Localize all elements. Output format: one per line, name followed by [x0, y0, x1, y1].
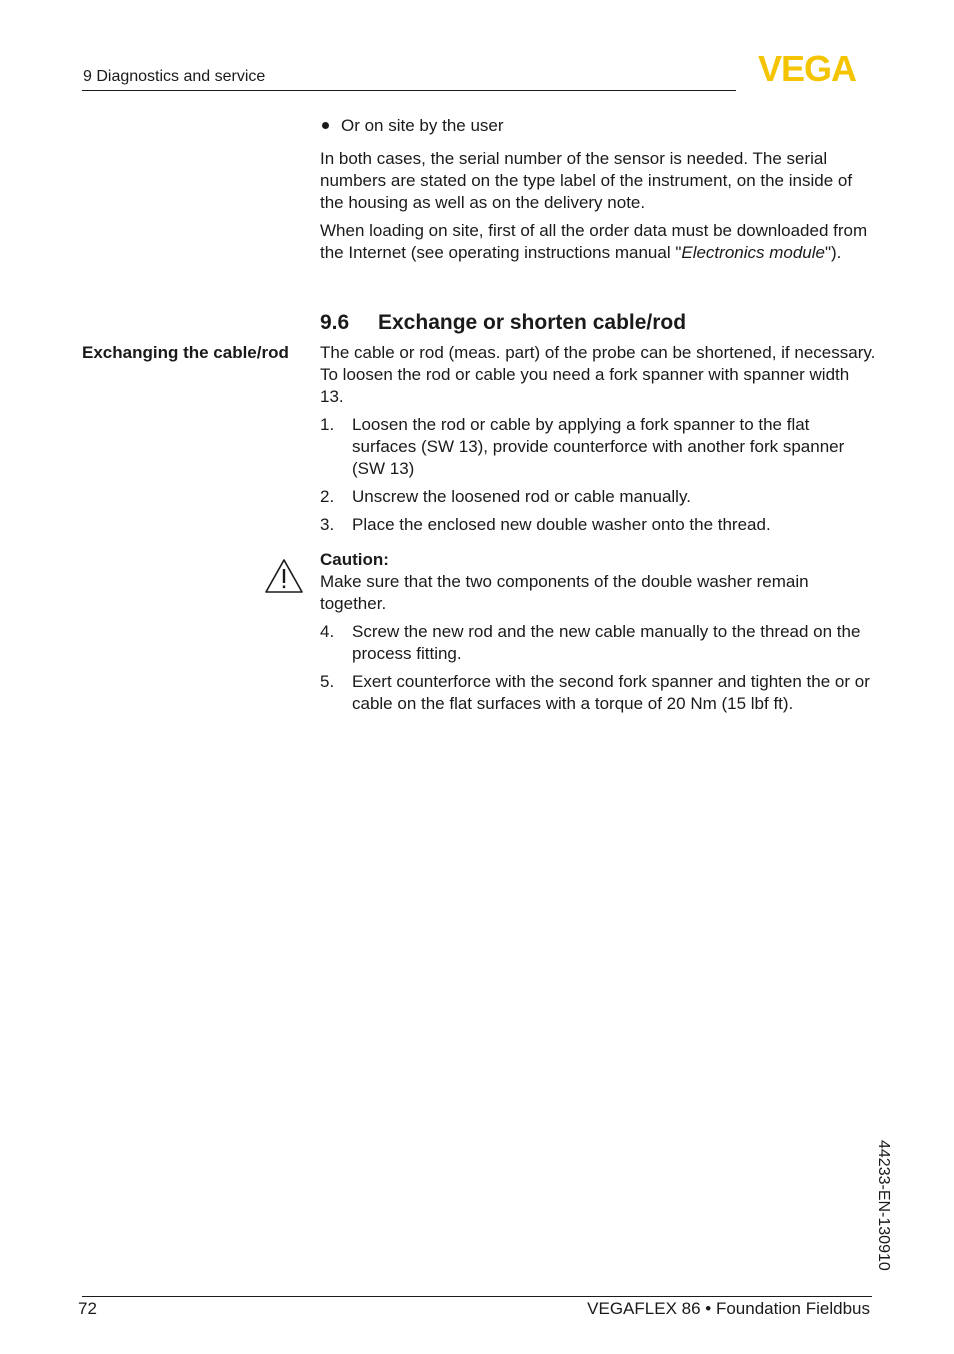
bullet-item [320, 115, 504, 137]
list-item [320, 621, 876, 665]
list-item [320, 414, 876, 480]
footer-divider [82, 1296, 872, 1297]
warning-triangle-icon [264, 558, 304, 594]
step-number: 4. [320, 622, 335, 641]
step-number: 5. [320, 672, 335, 691]
step-text: Exert counterforce with the second fork spanner and tighten the or or cable on the flat surfaces with a torque of 20 Nm (15 lbf ft). [352, 672, 870, 713]
intro-paragraph [320, 342, 876, 408]
vega-logo [742, 52, 872, 84]
running-header: 9 Diagnostics and service [83, 68, 266, 85]
section-number: 9.6 [320, 311, 350, 334]
document-id: 44233-EN-130910 [875, 1140, 892, 1271]
manual-reference: Electronics module [681, 243, 825, 262]
step-text: Screw the new rod and the new cable manually to the thread on the process fitting. [352, 622, 861, 663]
step-text: Place the enclosed new double washer onto the thread. [352, 515, 771, 534]
margin-label: Exchanging the cable/rod [82, 343, 289, 362]
step-number: 2. [320, 487, 335, 506]
page-number: 72 [78, 1299, 97, 1318]
footer-title: VEGAFLEX 86 • Foundation Fieldbus [587, 1299, 870, 1318]
paragraph-onsite [320, 220, 876, 264]
bullet-text: Or on site by the user [341, 116, 504, 135]
section-heading [320, 310, 876, 336]
bullet-icon [322, 122, 329, 129]
list-item [320, 671, 876, 715]
caution-box [320, 549, 876, 615]
header-divider [82, 90, 736, 91]
caution-text: Make sure that the two components of the double washer remain together. [320, 572, 809, 613]
paragraph-serial [320, 148, 876, 214]
step-number: 3. [320, 515, 335, 534]
paragraph-text: The cable or rod (meas. part) of the probe can be shortened, if necessary. To loosen the rod or cable you need a fork spanner with spanner width 13. [320, 343, 876, 406]
list-item [320, 486, 876, 508]
paragraph-text: When loading on site, first of all the order data must be downloaded from the Internet (see operating instructions manual "Electronics module"). [320, 221, 868, 262]
list-item [320, 514, 876, 536]
step-text: Loosen the rod or cable by applying a fork spanner to the flat surfaces (SW 13), provide counterforce with another fork spanner (SW 13) [352, 415, 845, 478]
paragraph-text: In both cases, the serial number of the sensor is needed. The serial numbers are stated on the type label of the instrument, on the inside of the housing as well as on the delivery note. [320, 149, 853, 212]
caution-title: Caution: [320, 550, 389, 569]
logo-text: VEGA [757, 52, 857, 84]
step-text: Unscrew the loosened rod or cable manually. [352, 487, 691, 506]
step-number: 1. [320, 415, 335, 434]
section-title: Exchange or shorten cable/rod [378, 311, 687, 334]
